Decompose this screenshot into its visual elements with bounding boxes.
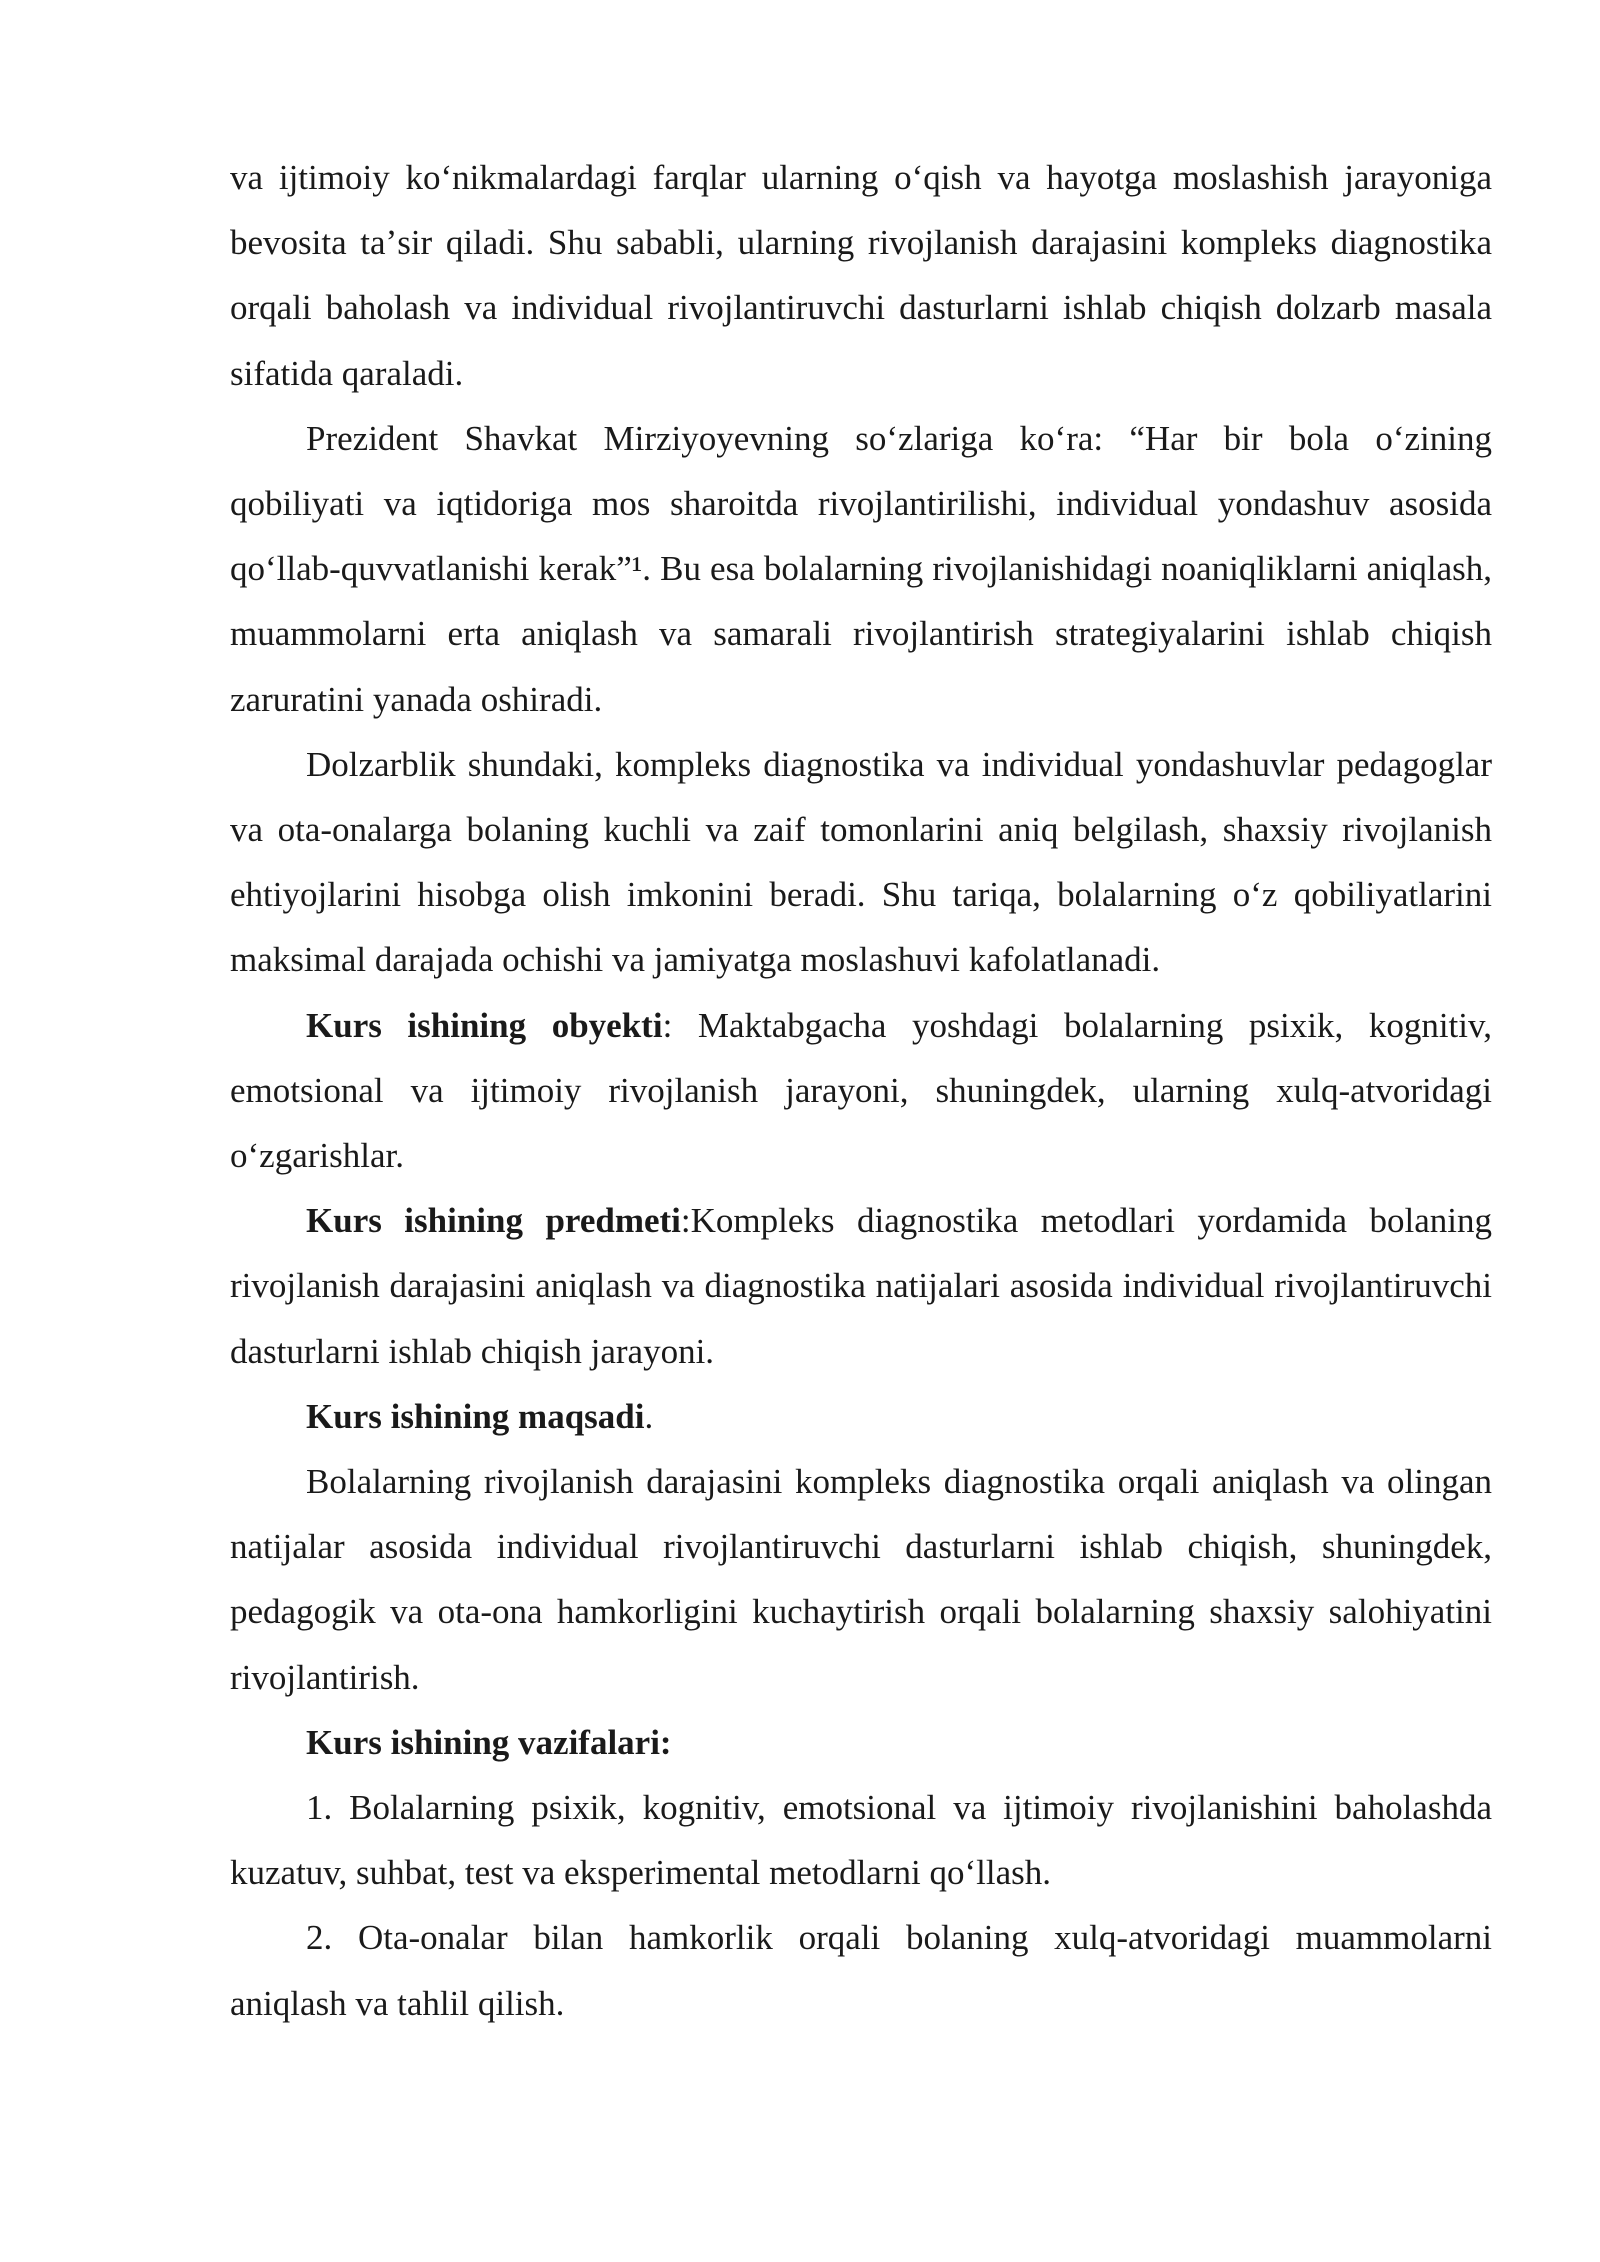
subject-label: Kurs ishining predmeti	[306, 1201, 681, 1241]
document-body	[230, 145, 1492, 2036]
paragraph-tasks-heading	[230, 1710, 1492, 1775]
task-item-1: 1. Bolalarning psixik, kognitiv, emotsional va ijtimoiy rivojlanishini baholashda kuzatuv, suhbat, test va eksperimental metodlarni qoʻllash.	[230, 1788, 1492, 1893]
paragraph-goal-heading	[230, 1384, 1492, 1449]
paragraph-intro-continuation: va ijtimoiy koʻnikmalardagi farqlar ularning oʻqish va hayotga moslashish jarayoniga bevosita taʼsir qiladi. Shu sababli, ularning rivojlanish darajasini kompleks diagnostika orqali baholash va individual rivojlantiruvchi dasturlarni ishlab chiqish dolzarb masala sifatida qaraladi.	[230, 158, 1492, 393]
paragraph-subject	[230, 1188, 1492, 1384]
task-item-2: 2. Ota-onalar bilan hamkorlik orqali bolaning xulq-atvoridagi muammolarni aniqlash va tahlil qilish.	[230, 1918, 1492, 2023]
subject-text: :Kompleks diagnostika metodlari yordamida bolaning rivojlanish darajasini aniqlash va diagnostika natijalari asosida individual rivojlantiruvchi dasturlarni ishlab chiqish jarayoni.	[230, 1201, 1492, 1371]
goal-heading-punct: .	[644, 1396, 654, 1436]
paragraph-goal-text: Bolalarning rivojlanish darajasini kompleks diagnostika orqali aniqlash va olingan natijalar asosida individual rivojlantiruvchi dasturlarni ishlab chiqish, shuningdek, pedagogik va ota-ona hamkorligini kuchaytirish orqali bolalarning shaxsiy salohiyatini rivojlantirish.	[230, 1462, 1492, 1697]
goal-label: Kurs ishining maqsadi	[306, 1396, 645, 1436]
paragraph-object	[230, 993, 1492, 1189]
paragraph-relevance: Dolzarblik shundaki, kompleks diagnostika va individual yondashuvlar pedagoglar va ota-onalarga bolaning kuchli va zaif tomonlarini aniq belgilash, shaxsiy rivojlanish ehtiyojlarini hisobga olish imkonini beradi. Shu tariqa, bolalarning oʻz qobiliyatlarini maksimal darajada ochishi va jamiyatga moslashuvi kafolatlanadi.	[230, 744, 1492, 980]
object-text: : Maktabgacha yoshdagi bolalarning psixik, kognitiv, emotsional va ijtimoiy rivojlanish jarayoni, shuningdek, ularning xulq-atvoridagi oʻzgarishlar.	[230, 1005, 1492, 1176]
object-label: Kurs ishining obyekti	[306, 1005, 663, 1045]
paragraph-president-quote: Prezident Shavkat Mirziyoyevning soʻzlariga koʻra: “Har bir bola oʻzining qobiliyati va iqtidoriga mos sharoitda rivojlantirilishi, individual yondashuv asosida qoʻllab-quvvatlanishi kerak”¹. Bu esa bolalarning rivojlanishidagi noaniqliklarni aniqlash, muammolarni erta aniqlash va samarali rivojlantirish strategiyalarini ishlab chiqish zaruratini yanada oshiradi.	[230, 418, 1492, 719]
tasks-label: Kurs ishining vazifalari:	[306, 1722, 672, 1762]
